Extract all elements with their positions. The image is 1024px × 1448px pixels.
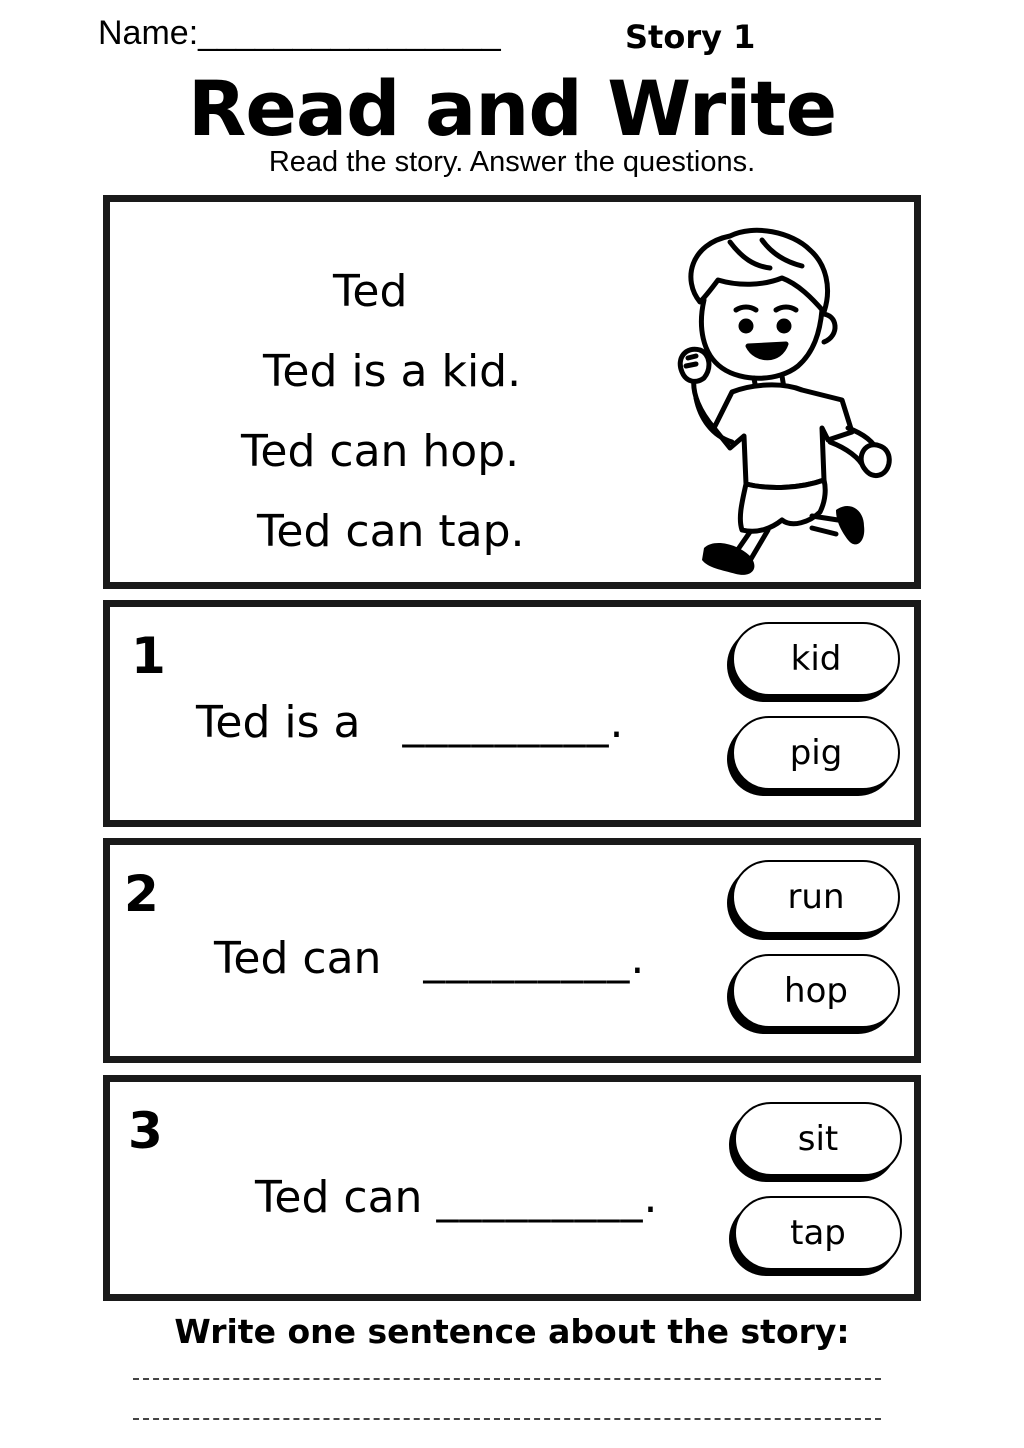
- option-tap[interactable]: tap: [734, 1196, 902, 1270]
- answer-blank[interactable]: _________.: [436, 1172, 659, 1223]
- question-box-3: [103, 1075, 921, 1301]
- running-boy-illustration: [642, 222, 902, 576]
- story-line-3: Ted can tap.: [257, 506, 525, 557]
- answer-blank[interactable]: _________.: [423, 933, 646, 984]
- question-box-1: [103, 600, 921, 827]
- writing-line-2[interactable]: [133, 1418, 881, 1420]
- story-line-1: Ted is a kid.: [263, 346, 522, 397]
- question-sentence: [214, 933, 645, 984]
- writing-prompt: Write one sentence about the story:: [174, 1312, 850, 1351]
- page-subtitle: Read the story. Answer the questions.: [268, 146, 756, 178]
- page-title: Read and Write: [187, 64, 837, 153]
- option-pig[interactable]: pig: [732, 716, 900, 790]
- question-number: 3: [128, 1102, 163, 1160]
- question-sentence: [196, 697, 624, 748]
- story-line-2: Ted can hop.: [241, 426, 520, 477]
- question-text: Ted can: [255, 1172, 423, 1223]
- question-text: Ted can: [214, 933, 382, 984]
- option-kid[interactable]: kid: [732, 622, 900, 696]
- question-text: Ted is a: [196, 697, 361, 748]
- writing-line-1[interactable]: [133, 1378, 881, 1380]
- name-field-label[interactable]: Name:________________: [98, 14, 501, 52]
- question-sentence: [255, 1172, 658, 1223]
- story-number-label: Story 1: [625, 18, 756, 56]
- answer-blank[interactable]: _________.: [402, 697, 625, 748]
- story-line-title: Ted: [333, 266, 408, 317]
- option-run[interactable]: run: [732, 860, 900, 934]
- option-sit[interactable]: sit: [734, 1102, 902, 1176]
- option-hop[interactable]: hop: [732, 954, 900, 1028]
- story-box: [103, 195, 921, 589]
- question-number: 2: [124, 865, 159, 923]
- question-number: 1: [131, 627, 166, 685]
- question-box-2: [103, 838, 921, 1063]
